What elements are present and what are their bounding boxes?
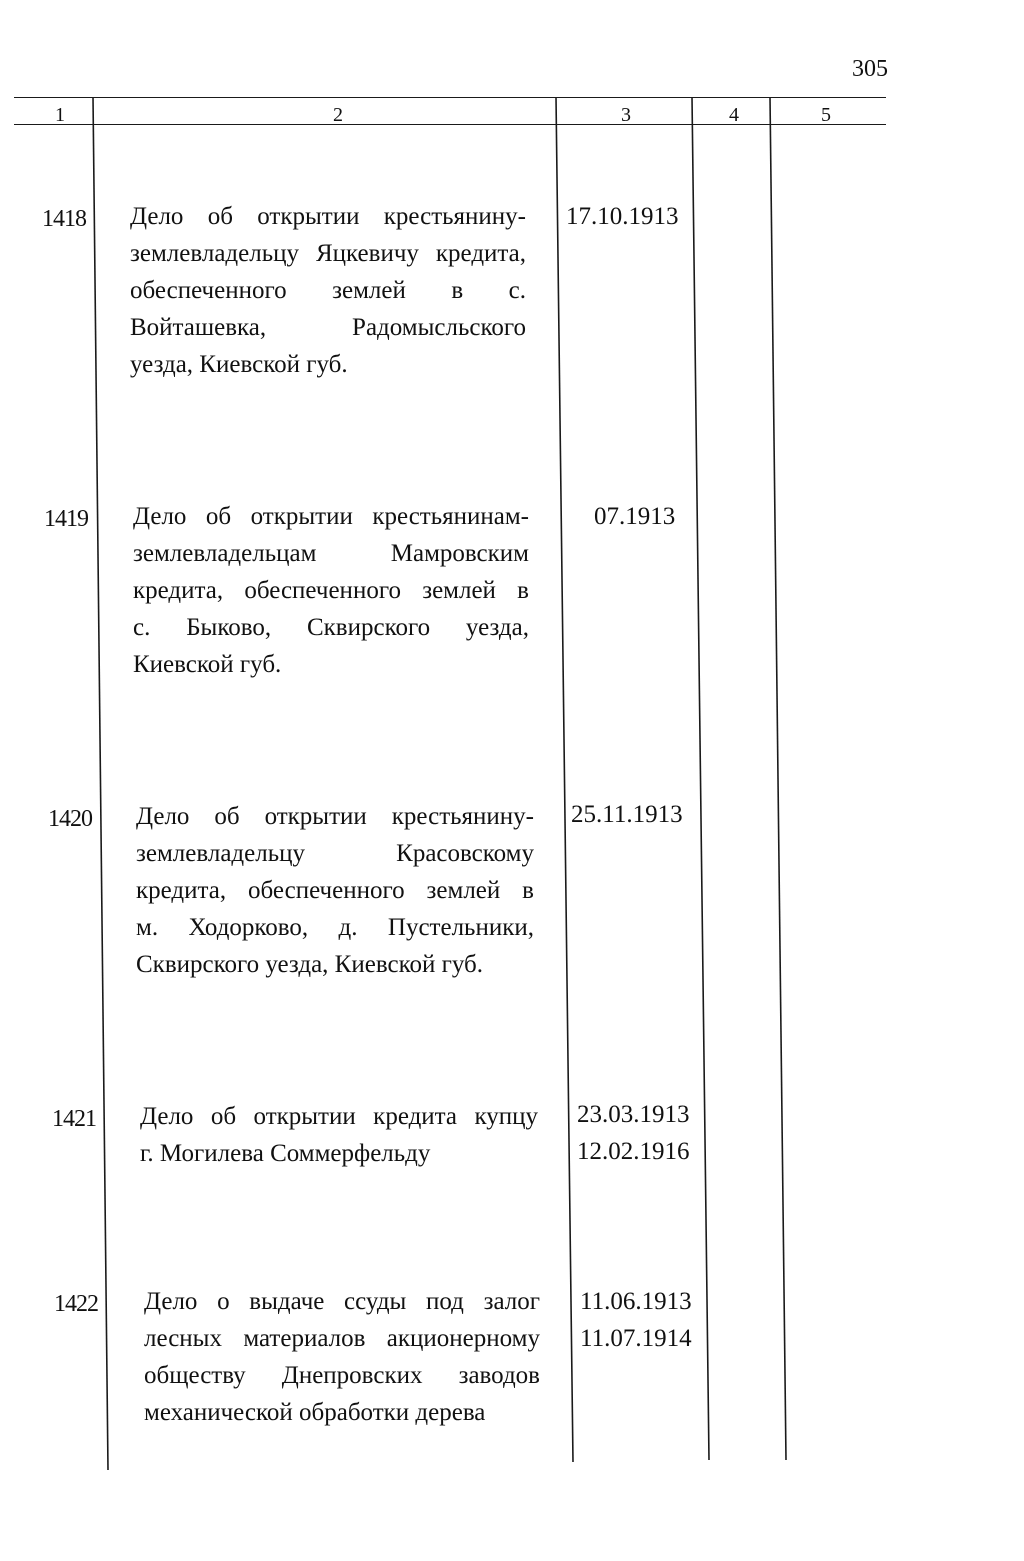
description-line: Сквирского уезда, Киевской губ. [136, 951, 483, 978]
row-date [571, 796, 683, 833]
date-value: 11.06.1913 [580, 1288, 692, 1315]
description-line: Дело об открытии крестьянинам- [133, 503, 529, 530]
description-line: с. Быково, Сквирского уезда, [133, 614, 529, 641]
row-description [140, 1098, 538, 1172]
table-row-number: 1418 [42, 206, 86, 232]
description-line: лесных материалов акционерному [144, 1325, 540, 1352]
description-line: уезда, Киевской губ. [130, 351, 348, 378]
row-description [136, 798, 534, 983]
column-rule-3 [692, 97, 709, 1460]
description-line: механической обработки дерева [144, 1399, 486, 1426]
column-header-1: 1 [55, 104, 65, 126]
description-line: землевладельцу Яцкевичу кредита, [130, 240, 526, 267]
column-header-4: 4 [729, 104, 739, 126]
table-row-number: 1422 [54, 1291, 98, 1317]
row-date [594, 498, 675, 535]
row-description [133, 498, 529, 683]
row-date [566, 198, 679, 235]
date-value: 17.10.1913 [566, 203, 679, 230]
column-header-2: 2 [333, 104, 343, 126]
description-line: Киевской губ. [133, 651, 282, 678]
column-rule-2 [556, 97, 573, 1462]
description-line: обществу Днепровских заводов [144, 1362, 540, 1389]
column-rule-4 [770, 97, 786, 1460]
column-header-5: 5 [821, 104, 831, 126]
description-line: г. Могилева Соммерфельду [140, 1140, 431, 1167]
table-row-number: 1420 [48, 806, 92, 832]
date-value: 23.03.1913 [577, 1101, 690, 1128]
description-line: кредита, обеспеченного землей в [133, 577, 529, 604]
column-rule-1 [93, 97, 108, 1470]
date-value: 12.02.1916 [577, 1138, 690, 1165]
page-number: 305 [852, 56, 888, 82]
row-description [130, 198, 526, 383]
date-value: 25.11.1913 [571, 801, 683, 828]
table-row-number: 1419 [44, 506, 88, 532]
description-line: Дело об открытии крестьянину- [136, 803, 534, 830]
row-description [144, 1283, 540, 1431]
description-line: Дело об открытии кредита купцу [140, 1103, 538, 1130]
description-line: Дело об открытии крестьянину- [130, 203, 526, 230]
description-line: м. Ходорково, д. Пустельники, [136, 914, 534, 941]
row-date [577, 1096, 690, 1170]
column-header-3: 3 [621, 104, 631, 126]
description-line: Войташевка, Радомысльского [130, 314, 526, 341]
description-line: обеспеченного землей в с. [130, 277, 526, 304]
table-row-number: 1421 [52, 1106, 96, 1132]
date-value: 07.1913 [594, 503, 676, 530]
description-line: землевладельцам Мамровским [133, 540, 529, 567]
date-value: 11.07.1914 [580, 1325, 692, 1352]
description-line: землевладельцу Красовскому [136, 840, 534, 867]
description-line: Дело о выдаче ссуды под залог [144, 1288, 540, 1315]
description-line: кредита, обеспеченного землей в [136, 877, 534, 904]
row-date [580, 1283, 692, 1357]
